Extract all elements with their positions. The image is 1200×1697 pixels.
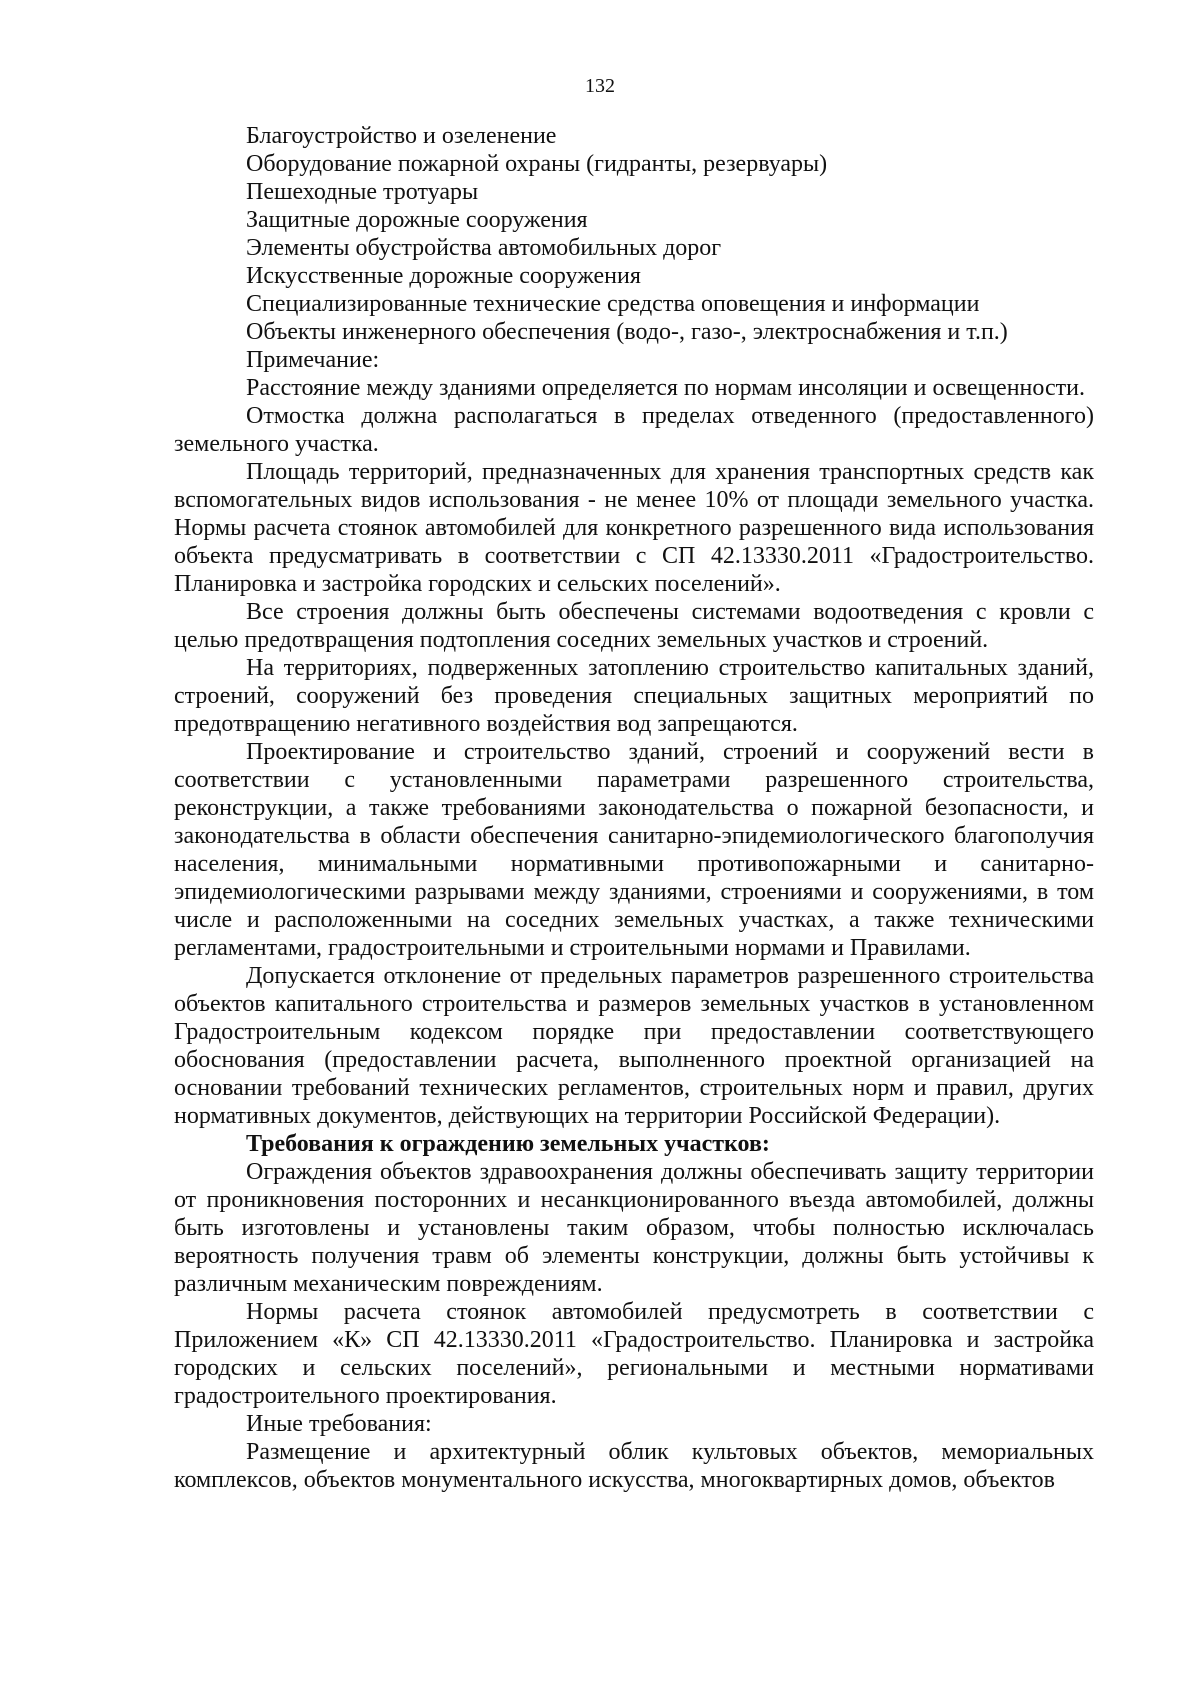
section-heading: Требования к ограждению земельных участков: <box>246 1131 770 1157</box>
page-number: 132 <box>585 75 615 97</box>
paragraph: Ограждения объектов здравоохранения должны обеспечивать защиту территории от проникновения посторонних и несанкционированного въезда автомобилей, должны быть изготовлены и установлены таким образом, чтобы полностью исключалась вероятность получения травм об элементы конструкции, должны быть устойчивы к различным механическим повреждениям. <box>174 1159 1094 1297</box>
list-item: Пешеходные тротуары <box>246 179 479 205</box>
paragraph: Расстояние между зданиями определяется по нормам инсоляции и освещенности. <box>246 375 1085 401</box>
list-item: Специализированные технические средства оповещения и информации <box>246 291 980 317</box>
document-body <box>174 122 1094 1494</box>
paragraph: На территориях, подверженных затоплению строительство капитальных зданий, строений, сооружений без проведения специальных защитных мероприятий по предотвращению негативного воздействия вод запрещаются. <box>174 655 1094 737</box>
paragraph: Допускается отклонение от предельных параметров разрешенного строительства объектов капитального строительства и размеров земельных участков в установленном Градостроительным кодексом порядке при предоставлении соответствующего обоснования (предоставлении расчета, выполненного проектной организацией на основании требований технических регламентов, строительных норм и правил, других нормативных документов, действующих на территории Российской Федерации). <box>174 963 1094 1129</box>
list-item: Искусственные дорожные сооружения <box>246 263 641 289</box>
list-item: Элементы обустройства автомобильных дорог <box>246 235 722 261</box>
paragraph: Отмостка должна располагаться в пределах отведенного (предоставленного) земельного участка. <box>174 403 1094 457</box>
list-item: Оборудование пожарной охраны (гидранты, резервуары) <box>246 151 828 177</box>
list-item: Объекты инженерного обеспечения (водо-, газо-, электроснабжения и т.п.) <box>246 319 1008 345</box>
list-item: Защитные дорожные сооружения <box>246 207 588 233</box>
paragraph: Размещение и архитектурный облик культовых объектов, мемориальных комплексов, объектов монументального искусства, многоквартирных домов, объектов <box>174 1439 1094 1493</box>
paragraph: Нормы расчета стоянок автомобилей предусмотреть в соответствии с Приложением «К» СП 42.13330.2011 «Градостроительство. Планировка и застройка городских и сельских поселений», региональными и местными нормативами градостроительного проектирования. <box>174 1299 1094 1409</box>
paragraph: Площадь территорий, предназначенных для хранения транспортных средств как вспомогательных видов использования - не менее 10% от площади земельного участка. Нормы расчета стоянок автомобилей для конкретного разрешенного вида использования объекта предусматривать в соответствии с СП 42.13330.2011 «Градостроительство. Планировка и застройка городских и сельских поселений». <box>174 459 1094 597</box>
list-item: Благоустройство и озеленение <box>246 123 557 149</box>
other-requirements-label: Иные требования: <box>246 1411 432 1437</box>
note-label: Примечание: <box>246 347 380 373</box>
paragraph: Проектирование и строительство зданий, строений и сооружений вести в соответствии с установленными параметрами разрешенного строительства, реконструкции, а также требованиями законодательства о пожарной безопасности, и законодательства в области обеспечения санитарно-эпидемиологического благополучия населения, минимальными нормативными противопожарными и санитарно-эпидемиологическими разрывами между зданиями, строениями и сооружениями, в том числе и расположенными на соседних земельных участках, а также техническими регламентами, градостроительными и строительными нормами и Правилами. <box>174 739 1094 961</box>
paragraph: Все строения должны быть обеспечены системами водоотведения с кровли с целью предотвращения подтопления соседних земельных участков и строений. <box>174 599 1094 653</box>
